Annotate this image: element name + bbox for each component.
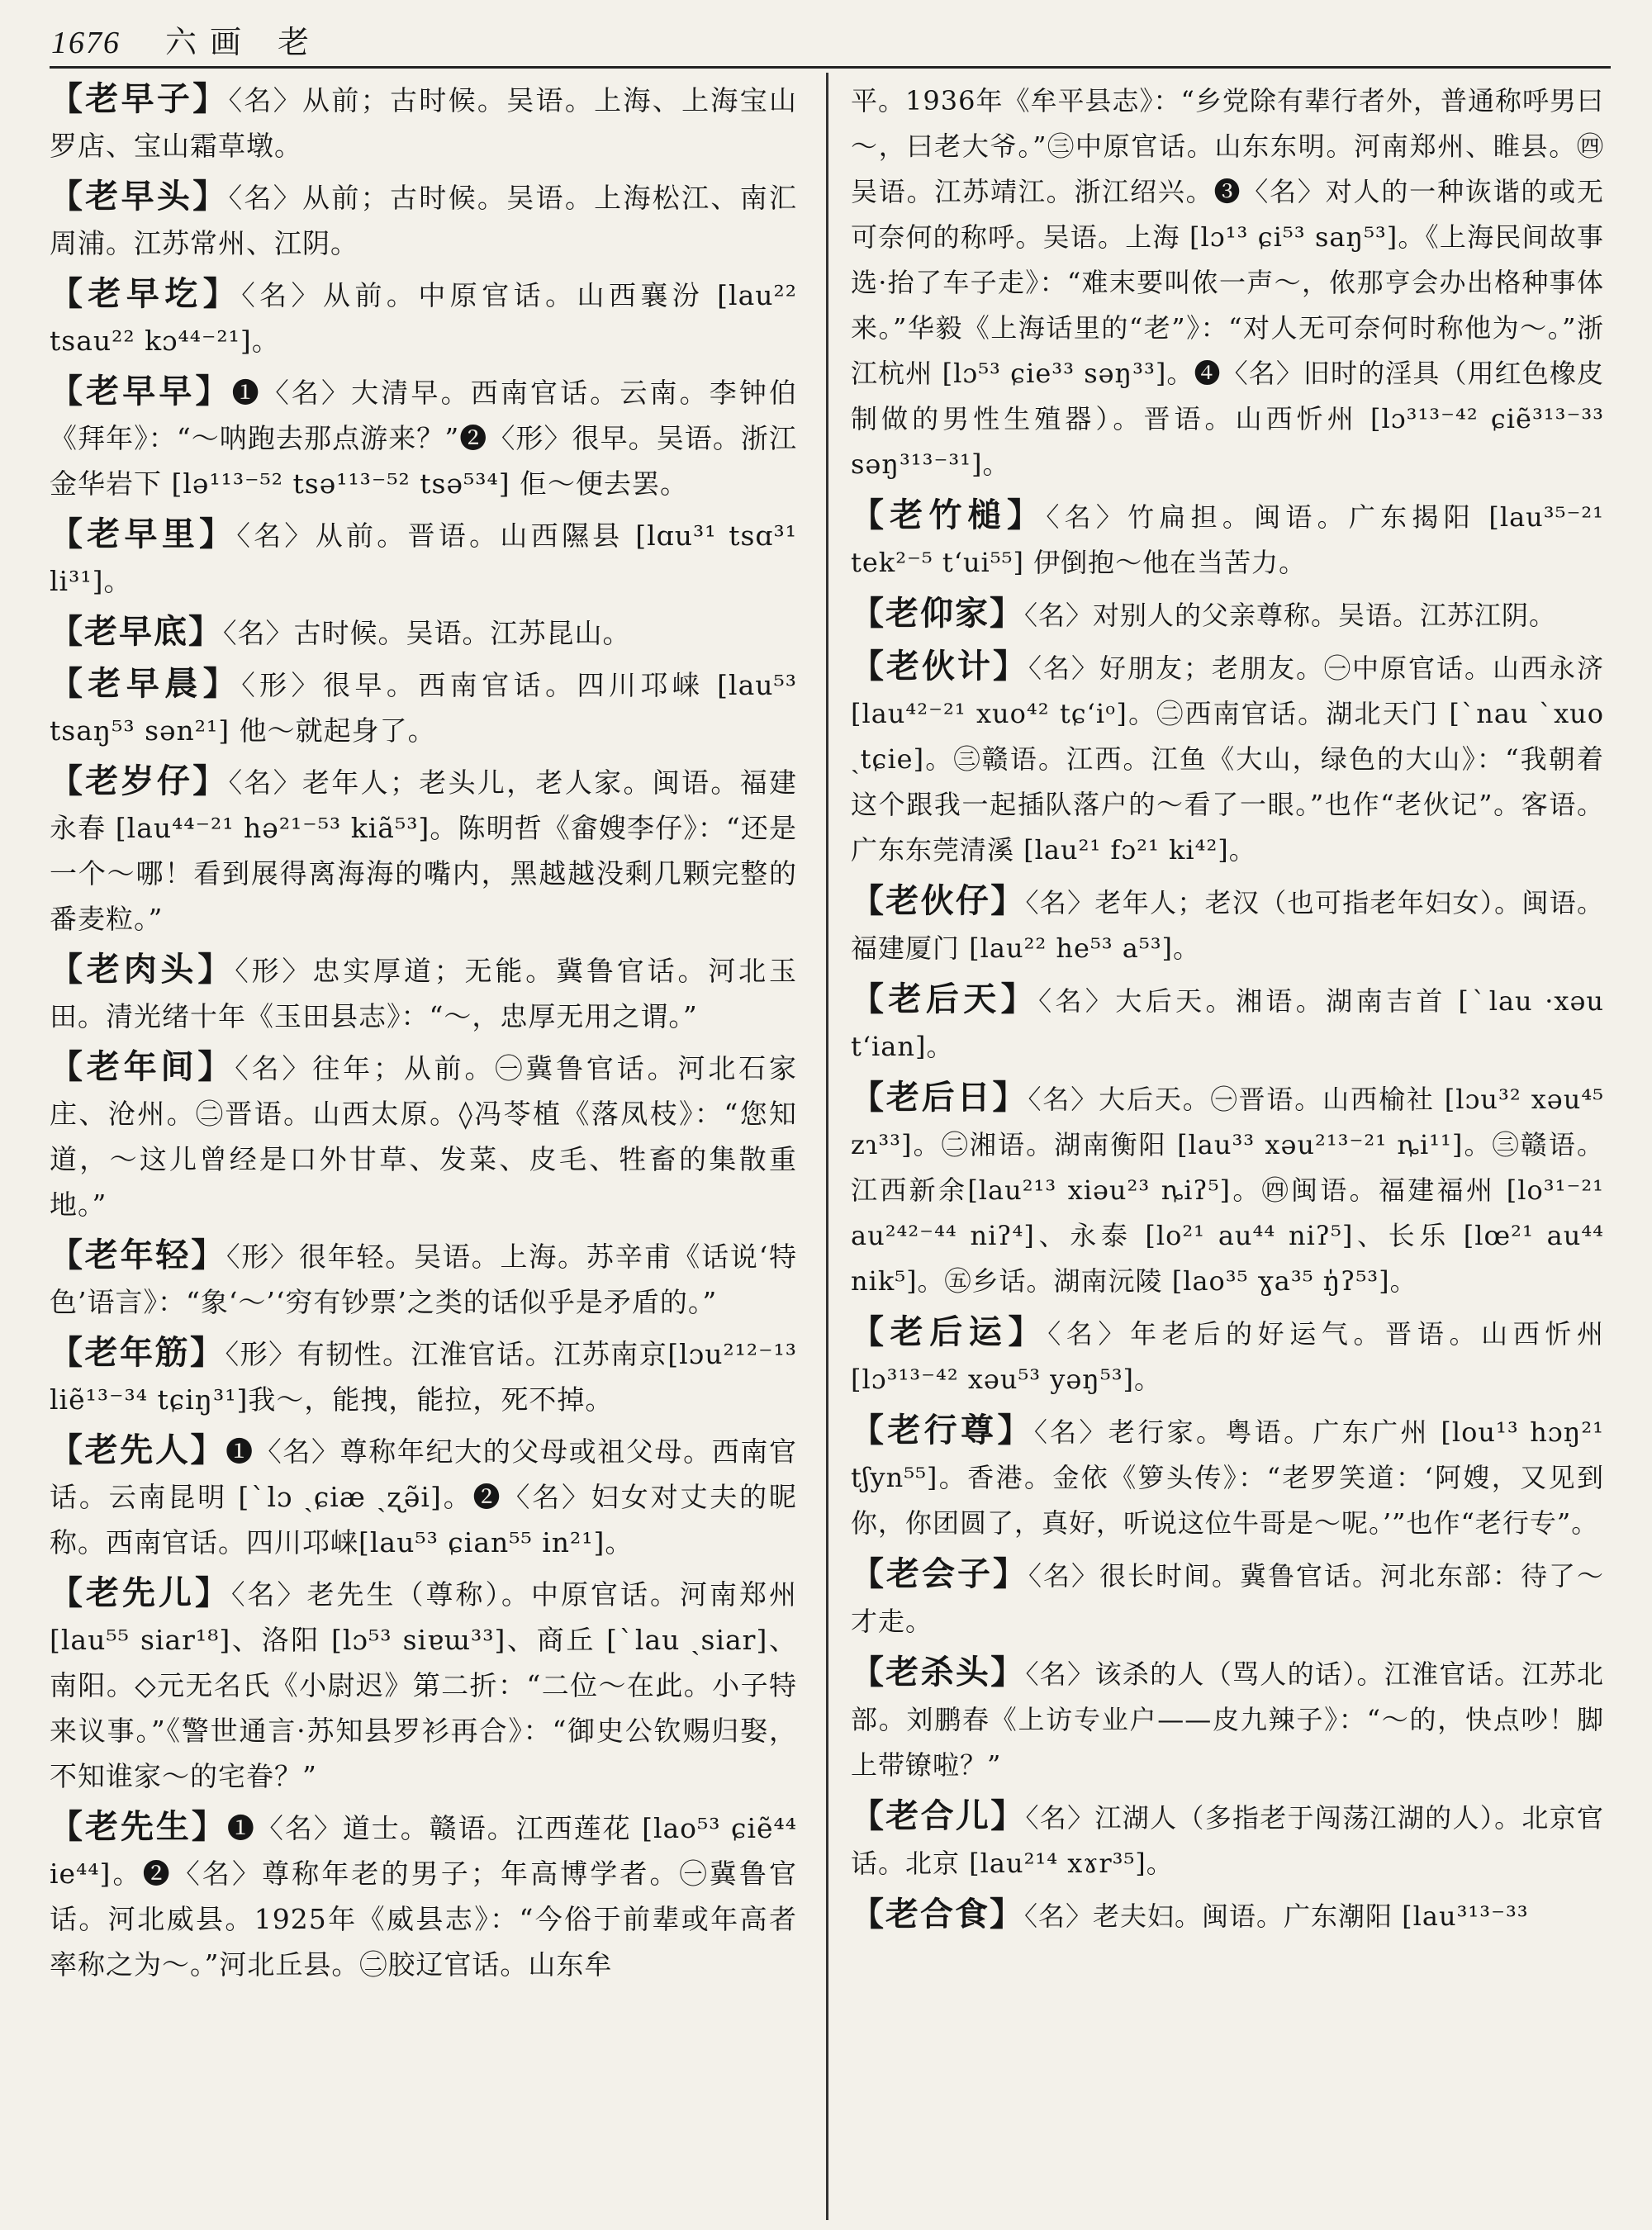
- entry-definition: 〈名〉老行家。粤语。广东广州 [lou¹³ hɔŋ²¹ tʃyn⁵⁵]。香港。金依《箩头传》：“老罗笑道：‘阿嫂，又见到你，你团圆了，真好，听说这位牛哥是～呢。’”也作“老行专”。: [851, 1416, 1604, 1539]
- dictionary-entry: [50, 173, 797, 266]
- entry-definition: 〈名〉从前；古时候。吴语。上海松江、南汇周浦。江苏常州、江阴。: [50, 182, 797, 259]
- entry-definition: ❶〈名〉道士。赣语。江西莲花 [lao⁵³ ɕiẽ⁴⁴ ie⁴⁴]。❷〈名〉尊称年老的男子；年高博学者。㊀冀鲁官话。河北威县。1925年《威县志》：“今俗于前辈或年高者率称之为～。”河北丘县。㊁胶辽官话。山东牟: [50, 1812, 797, 1981]
- entry-definition: 〈形〉很年轻。吴语。上海。苏辛甫《话说‘特色’语言》：“象‘～’‘穷有钞票’之类的话似乎是矛盾的。”: [50, 1241, 797, 1318]
- entry-headword: 【老岁仔】: [50, 762, 229, 800]
- dictionary-entry: [50, 1804, 797, 1987]
- dictionary-entry: [50, 1570, 797, 1799]
- header-rule: [50, 66, 1611, 69]
- entry-headword: 【老年轻】: [50, 1236, 226, 1274]
- dictionary-entry: [851, 878, 1604, 971]
- entry-definition: 〈名〉大后天。㊀晋语。山西榆社 [lɔu³² xəu⁴⁵ zɿ³³]。㊁湘语。湖南衡阳 [lau³³ xəu²¹³⁻²¹ ȵi¹¹]。㊂赣语。江西新余[lau²¹³ xiəu²³ ȵiʔ⁵]。㊃闽语。福建福州 [lo³¹⁻²¹ au²⁴²⁻⁴⁴ niʔ⁴]、永泰 [lo²¹ au⁴⁴ niʔ⁵]、长乐 [lœ²¹ au⁴⁴ nik⁵]。㊄乡话。湖南沅陵 [lao³⁵ ɣa³⁵ ŋ̍ʔ⁵³]。: [851, 1084, 1604, 1297]
- dictionary-entry: [851, 1309, 1604, 1402]
- entry-definition: 〈名〉对别人的父亲尊称。吴语。江苏江阴。: [1024, 600, 1557, 631]
- entry-headword: 【老早子】: [50, 79, 229, 118]
- entry-definition: 〈名〉老夫妇。闽语。广东潮阳 [lau³¹³⁻³³: [1024, 1900, 1529, 1932]
- left-column: [50, 76, 797, 2223]
- dictionary-entry: [851, 1075, 1604, 1304]
- entry-definition: 〈名〉很长时间。冀鲁官话。河北东部：待了～才走。: [851, 1560, 1604, 1637]
- entry-headword: 【老早底】: [50, 612, 223, 651]
- dictionary-entry: [50, 511, 797, 604]
- entry-headword: 【老后日】: [851, 1078, 1028, 1117]
- entry-definition: 〈形〉忠实厚道；无能。冀鲁官话。河北玉田。清光绪十年《玉田县志》：“～，忠厚无用之谓。”: [50, 955, 797, 1032]
- entry-headword: 【老年间】: [50, 1047, 235, 1086]
- right-column: [851, 76, 1604, 2223]
- entry-headword: 【老后天】: [851, 980, 1039, 1018]
- entry-headword: 【老早晨】: [50, 664, 242, 703]
- entry-definition: 〈名〉竹扁担。闽语。广东揭阳 [lau³⁵⁻²¹ tek²⁻⁵ tʻui⁵⁵] 伊倒抱～他在当苦力。: [851, 501, 1604, 578]
- dictionary-entry: [50, 271, 797, 363]
- entry-headword: 【老仰家】: [851, 594, 1024, 633]
- entry-headword: 【老年筋】: [50, 1333, 225, 1372]
- entry-definition: 〈名〉该杀的人（骂人的话）。江淮官话。江苏北部。刘鹏春《上访专业户——皮九辣子》：“～的，快点吵！脚上带镣啦？”: [851, 1658, 1604, 1781]
- dictionary-entry: [50, 76, 797, 168]
- entry-definition: 〈名〉老年人；老汉（也可指老年妇女）。闽语。福建厦门 [lau²² he⁵³ a⁵³]。: [851, 887, 1604, 964]
- dictionary-entry: [50, 1427, 797, 1565]
- dictionary-entry: [851, 1891, 1604, 1939]
- dictionary-entry-continued: [851, 76, 1604, 487]
- dictionary-entry: [50, 1232, 797, 1325]
- entry-headword: 【老先生】: [50, 1807, 227, 1846]
- dictionary-entry: [50, 758, 797, 942]
- page-header: [51, 18, 795, 66]
- entry-headword: 【老伙计】: [851, 647, 1028, 686]
- entry-headword: 【老早圪】: [50, 274, 242, 313]
- page-number: 1676: [51, 26, 121, 60]
- column-divider: [826, 73, 828, 2220]
- entry-headword: 【老早早】: [50, 372, 232, 410]
- entry-definition: ❶〈名〉大清早。西南官话。云南。李钟伯《拜年》：“～呐跑去那点游来？”❷〈形〉很早。吴语。浙江金华岩下 [lə¹¹³⁻⁵² tsə¹¹³⁻⁵² tsə⁵³⁴] 佢～便去罢。: [50, 377, 797, 500]
- dictionary-entry: [851, 591, 1604, 638]
- entry-definition: ❶〈名〉尊称年纪大的父母或祖父母。西南官话。云南昆明 [ˋlɔ ˏɕiæ ˏʐə̃i]。❷〈名〉妇女对丈夫的昵称。西南官话。四川邛崃[lau⁵³ ɕian⁵⁵ in²¹]。: [50, 1435, 797, 1559]
- entry-headword: 【老早头】: [50, 177, 229, 216]
- dictionary-entry: [851, 1407, 1604, 1546]
- dictionary-entry: [50, 1330, 797, 1422]
- dictionary-entry: [50, 1044, 797, 1227]
- entry-headword: 【老早里】: [50, 515, 237, 553]
- dictionary-entry: [851, 1649, 1604, 1788]
- entry-definition: 〈名〉老先生（尊称）。中原官话。河南郑州[lau⁵⁵ siar¹⁸]、洛阳 [lɔ⁵³ siɐɯ³³]、商丘 [ˋlau ˏsiar]、南阳。◇元无名氏《小尉迟》第二折：“二位～在此。小子特来议事。”《警世通言·苏知县罗衫再合》：“御史公钦赐归娶，不知谁家～的宅眷？”: [50, 1578, 797, 1792]
- dictionary-entry: [50, 661, 797, 753]
- entry-definition: 〈名〉从前；古时候。吴语。上海、上海宝山罗店、宝山霜草墩。: [50, 84, 797, 162]
- dictionary-entry: [851, 1793, 1604, 1886]
- entry-definition: 〈名〉古时候。吴语。江苏昆山。: [223, 617, 631, 649]
- entry-headword: 【老合儿】: [851, 1796, 1026, 1835]
- dictionary-entry: [50, 368, 797, 506]
- entry-definition: 〈名〉从前。晋语。山西隰县 [lɑu³¹ tsɑ³¹ li³¹]。: [50, 520, 797, 597]
- entry-headword: 【老会子】: [851, 1554, 1028, 1593]
- dictionary-entry: [851, 976, 1604, 1070]
- entry-definition: 〈名〉大后天。湘语。湖南吉首 [ˋlau ·xəu tʻian]。: [851, 985, 1604, 1062]
- entry-headword: 【老先儿】: [50, 1573, 231, 1612]
- entry-headword: 【老合食】: [851, 1895, 1024, 1933]
- entry-definition: 〈形〉很早。西南官话。四川邛崃 [lau⁵³ tsaŋ⁵³ sən²¹] 他～就起身了。: [50, 669, 797, 747]
- entry-headword: 【老伙仔】: [851, 881, 1026, 920]
- section-title: 六画 老: [165, 24, 323, 60]
- entry-definition: 〈名〉老年人；老头儿，老人家。闽语。福建永春 [lau⁴⁴⁻²¹ hə²¹⁻⁵³ kiã⁵³]。陈明哲《畲嫂李仔》：“还是一个～哪！看到展得离海海的嘴内，黑越越没剩几颗完整的番麦粒。”: [50, 766, 797, 935]
- dictionary-entry: [851, 1551, 1604, 1644]
- entry-definition: 〈名〉从前。中原官话。山西襄汾 [lau²² tsau²² kɔ⁴⁴⁻²¹]。: [50, 279, 797, 357]
- entry-definition: 〈名〉往年；从前。㊀冀鲁官话。河北石家庄、沧州。㊁晋语。山西太原。◊冯苓植《落凤枝》：“您知道，～这儿曾经是口外甘草、发菜、皮毛、牲畜的集散重地。”: [50, 1052, 797, 1221]
- entry-definition: 〈名〉江湖人（多指老于闯荡江湖的人）。北京官话。北京 [lau²¹⁴ xɤr³⁵]。: [851, 1802, 1604, 1879]
- entry-headword: 【老后运】: [851, 1312, 1048, 1351]
- dictionary-entry: [50, 947, 797, 1039]
- dictionary-entry: [50, 609, 797, 656]
- entry-headword: 【老竹槌】: [851, 496, 1047, 534]
- entry-definition: 〈名〉年老后的好运气。晋语。山西忻州 [lɔ³¹³⁻⁴² xəu⁵³ yəŋ⁵³]。: [851, 1318, 1604, 1395]
- entry-headword: 【老行尊】: [851, 1411, 1034, 1450]
- dictionary-entry: [851, 492, 1604, 586]
- entry-definition: 平。1936年《牟平县志》：“乡党除有辈行者外，普通称呼男曰～，曰老大爷。”㊂中原官话。山东东明。河南郑州、睢县。㊃吴语。江苏靖江。浙江绍兴。❸〈名〉对人的一种诙谐的或无可奈何的称呼。吴语。上海 [lɔ¹³ ɕi⁵³ saŋ⁵³]。《上海民间故事选·抬了车子走》：“难末要叫侬一声～，侬那亨会办出格种事体来。”华毅《上海话里的“老”》：“对人无可奈何时称他为～。”浙江杭州 [lɔ⁵³ ɕie³³ səŋ³³]。❹〈名〉旧时的淫具（用红色橡皮制做的男性生殖器）。晋语。山西忻州 [lɔ³¹³⁻⁴² ɕiẽ³¹³⁻³³ səŋ³¹³⁻³¹]。: [851, 85, 1604, 480]
- entry-definition: 〈形〉有韧性。江淮官话。江苏南京[lɔu²¹²⁻¹³ liẽ¹³⁻³⁴ tɕiŋ³¹]我～，能拽，能拉，死不掉。: [50, 1338, 797, 1416]
- entry-headword: 【老先人】: [50, 1431, 226, 1469]
- entry-headword: 【老肉头】: [50, 950, 235, 989]
- entry-definition: 〈名〉好朋友；老朋友。㊀中原官话。山西永济 [lau⁴²⁻²¹ xuo⁴² tɕʻiᵒ]。㊁西南官话。湖北天门 [ˋnau ˋxuo ˏtɕie]。㊂赣语。江西。江鱼《大山，绿色的大山》：“我朝着这个跟我一起插队落户的～看了一眼。”也作“老伙记”。客语。广东东莞清溪 [lau²¹ fɔ²¹ ki⁴²]。: [851, 652, 1604, 866]
- dictionary-entry: [851, 643, 1604, 873]
- entry-headword: 【老杀头】: [851, 1653, 1026, 1691]
